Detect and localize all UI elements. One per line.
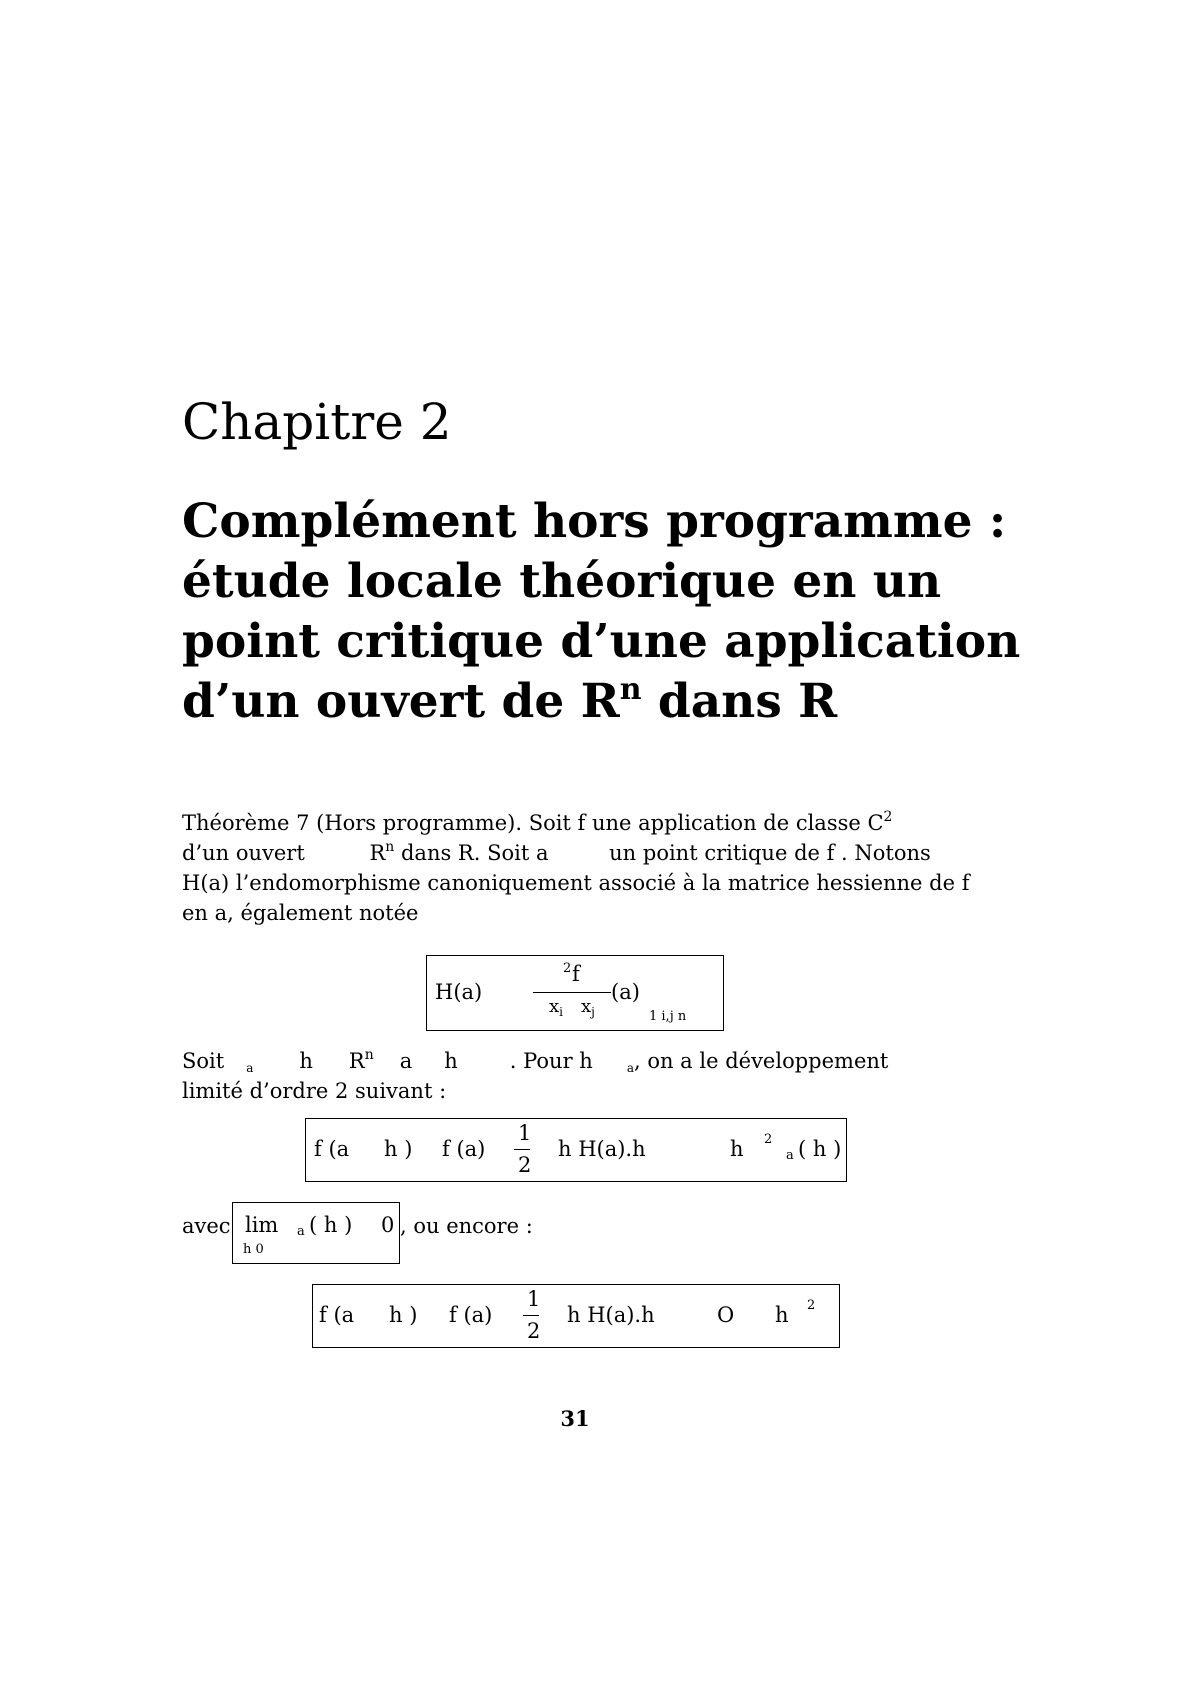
hessian-numerator: f: [572, 962, 580, 986]
theorem-line-1: Théorème 7 (Hors programme). Soit f une application de classe $C^2$: [182, 809, 893, 835]
chapter-label: Chapitre 2: [182, 393, 452, 451]
hessian-lhs: H(a): [435, 980, 483, 1004]
chapter-title: [182, 492, 1021, 732]
theorem-line-2: d’un ouvert $R^n$ dans R. Soit a un point critique de f . Notons: [182, 839, 931, 865]
theorem-line-3: H(a) l’endomorphisme canoniquement associé à la matrice hessienne de f: [182, 871, 970, 895]
hessian-formula-box: [426, 955, 724, 1031]
chapter-title-line-3: point critique d’une application: [182, 614, 1021, 669]
theorem-heading: Théorème 7 (Hors programme).: [182, 811, 523, 835]
page-number: 31: [560, 1406, 590, 1431]
limit-box: lim h 0 a ( h ) 0: [232, 1202, 400, 1264]
theorem-line-4: en a, également notée: [182, 901, 419, 925]
hessian-num-sup: 2: [563, 961, 572, 976]
hessian-den-xj: $x_j$: [581, 996, 595, 1019]
taylor-expansion-box: f (a h ) f (a) 1 2 h H(a).h h 2 a ( h ): [305, 1118, 847, 1182]
hessian-fraction-bar: [533, 992, 611, 993]
chapter-title-line-2: étude locale théorique en un: [182, 554, 942, 609]
theorem-7: [182, 808, 972, 928]
hessian-den-xi: $x_i$: [549, 996, 563, 1019]
ou-encore-label: , ou encore :: [400, 1214, 533, 1238]
paragraph-2-line-1: Soit $_a$ h $R^n$ a h . Pour h $_a$, on a le développement: [182, 1047, 889, 1075]
hessian-index-range: 1 i,j n: [649, 1009, 687, 1024]
taylor1-fraction-bar: [514, 1149, 530, 1150]
chapter-title-line-1: Complément hors programme :: [182, 494, 1007, 549]
paragraph-2: [182, 1046, 972, 1106]
taylor2-fraction-bar: [523, 1315, 539, 1316]
taylor-big-o-box: f (a h ) f (a) 1 2 h H(a).h O h 2: [312, 1284, 840, 1348]
paragraph-2-line-2: limité d’ordre 2 suivant :: [182, 1079, 447, 1103]
avec-label: avec: [182, 1214, 231, 1238]
chapter-title-line-4: d’un ouvert de $R^n$ dans R: [182, 672, 838, 729]
hessian-arg: (a): [611, 980, 640, 1004]
